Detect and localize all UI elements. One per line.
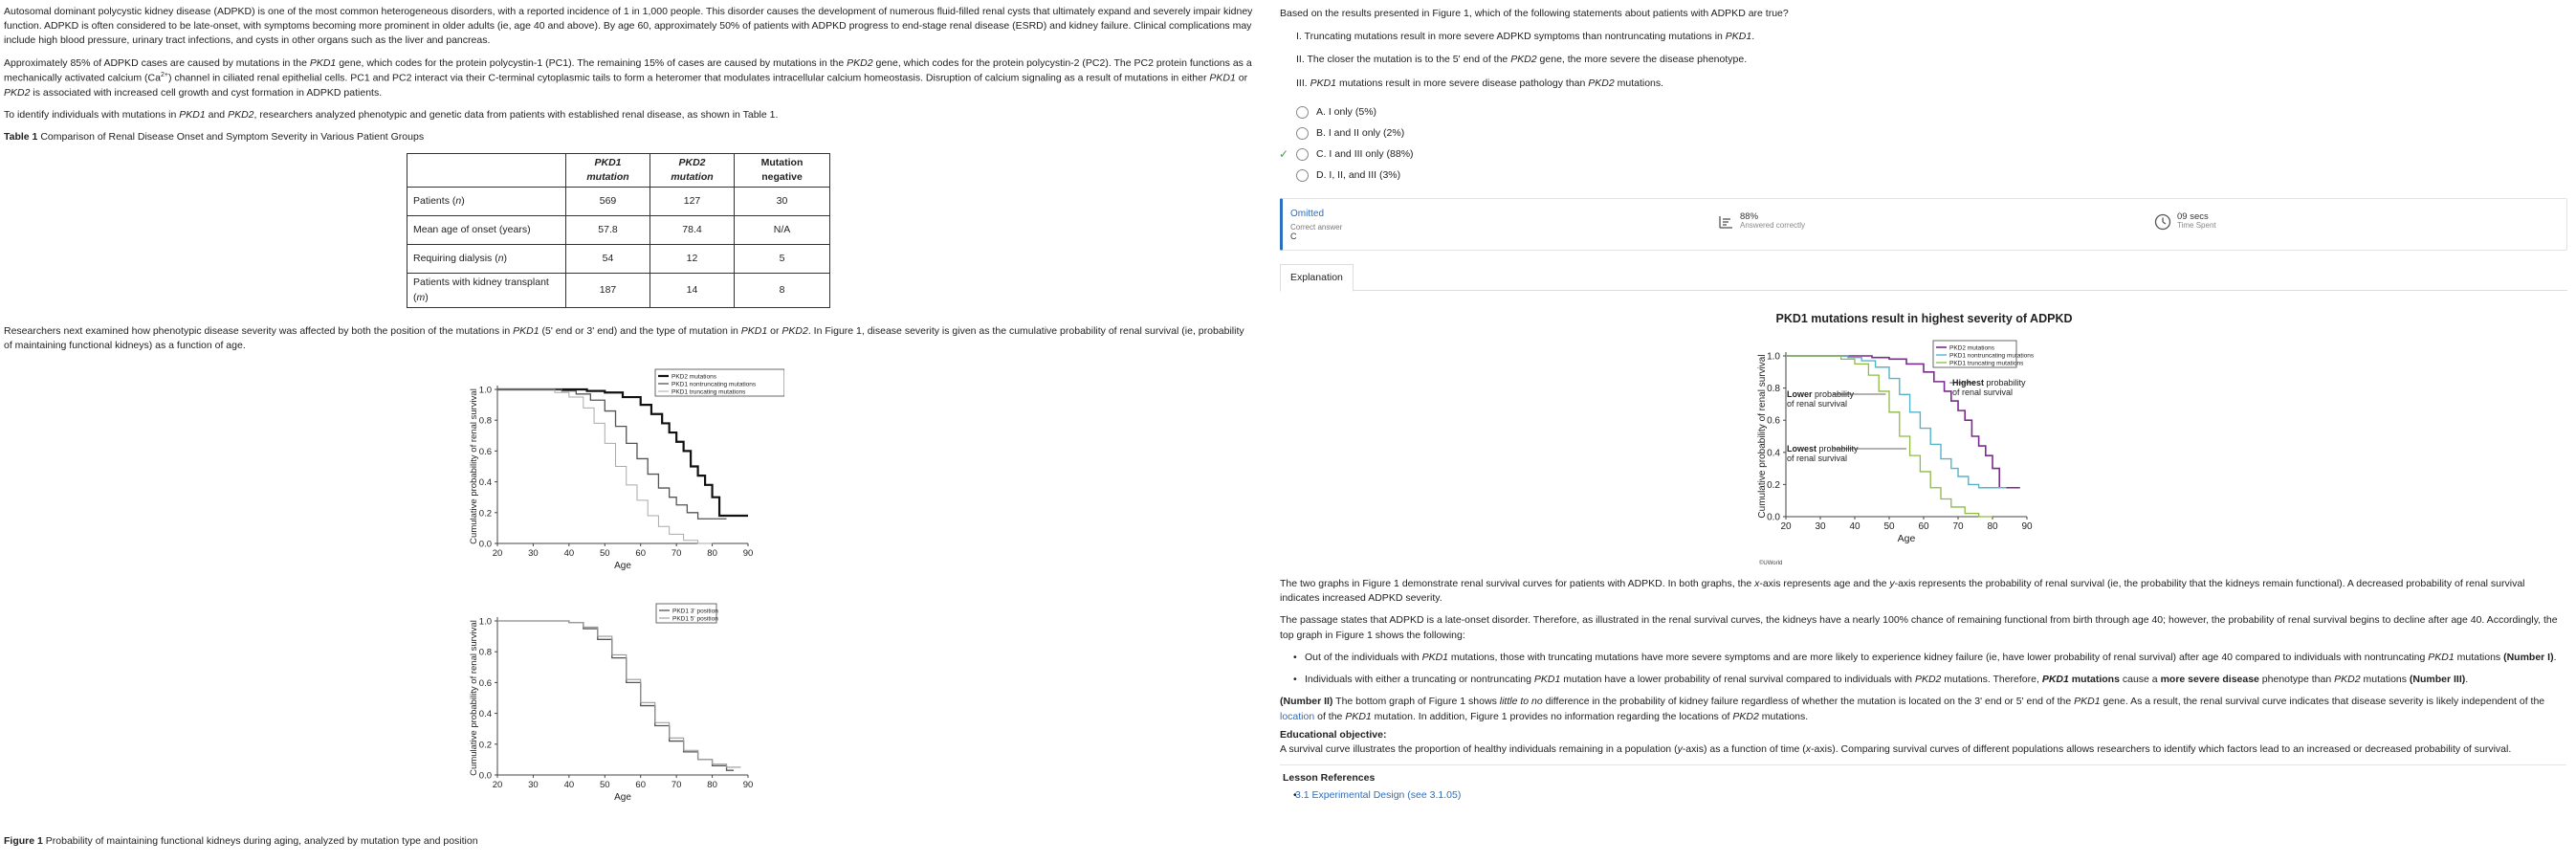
explanation-tab-bar	[1280, 262, 2567, 291]
y-axis-label: Cumulative probability of renal survival	[469, 388, 479, 544]
text: Out of the individuals with	[1305, 651, 1422, 663]
text: Individuals with either a truncating or nontruncating	[1305, 674, 1534, 686]
x-tick-label: 20	[1780, 521, 1792, 532]
radio-icon[interactable]	[1296, 169, 1309, 182]
text: -axis represents age and the	[1759, 578, 1890, 589]
text: mutations result in more severe disease pathology than	[1336, 77, 1589, 89]
series-line	[1786, 356, 2006, 488]
text: ) channel in ciliated renal epithelial cells. PC1 and PC2 interact via their C-terminal cytoplasmic tails to form a heteromer that modulates intracellular calcium homeostasis. Disruption of calcium signaling as a result of mutations in either	[167, 72, 1210, 84]
radio-icon[interactable]	[1296, 127, 1309, 140]
explanation-bullet-1	[1280, 651, 2566, 665]
omitted-label: Omitted	[1290, 209, 1325, 219]
y-tick-label: 0.0	[478, 539, 492, 550]
table-cell: 54	[566, 245, 650, 274]
data-table	[407, 153, 830, 308]
text: .	[2465, 674, 2469, 686]
survival-chart-explanation	[1750, 333, 2037, 572]
text: (5' end or 3' end) and the type of mutation in	[539, 325, 741, 337]
table-row	[407, 188, 830, 216]
table-cell: 569	[566, 188, 650, 216]
objective-label: Educational objective:	[1280, 728, 1387, 741]
bold-text: (Number III)	[2409, 674, 2466, 686]
annotation-label	[1952, 378, 2026, 387]
table-header-empty	[407, 154, 566, 188]
gene-name: PKD2	[1914, 674, 1942, 686]
radio-icon[interactable]	[1296, 106, 1309, 119]
series-line	[497, 389, 727, 519]
answer-choice-c[interactable]	[1280, 144, 2568, 166]
time-value: 09 secs	[2177, 211, 2209, 222]
text: or	[1235, 72, 1248, 84]
text: phenotype than	[2258, 674, 2335, 686]
text: mutation have a lower probability of renal survival compared to individuals with	[1560, 674, 1915, 686]
gene-name: PKD2	[1588, 77, 1615, 89]
x-tick-label: 90	[742, 548, 754, 559]
label-text: )	[425, 291, 429, 303]
reference-link[interactable]: 3.1 Experimental Design (see 3.1.05)	[1295, 789, 1462, 802]
header-text: PKD1 mutation	[586, 157, 629, 184]
bold-text: (Number II)	[1280, 696, 1333, 708]
label-italic: m	[416, 291, 426, 303]
omitted-status	[1290, 208, 1342, 241]
annotation-bold: Highest	[1952, 378, 1985, 387]
label-italic: n	[455, 195, 462, 208]
gene-name: PKD1	[179, 108, 206, 121]
clock-icon	[2154, 213, 2171, 231]
caption-text: Comparison of Renal Disease Onset and Symptom Severity in Various Patient Groups	[37, 131, 425, 144]
text: and	[205, 108, 229, 121]
table-cell: 5	[735, 245, 830, 274]
y-tick-label: 1.0	[478, 385, 492, 396]
axis-name: x	[1805, 742, 1812, 755]
text: mutation. In addition, Figure 1 provides no information regarding the locations of	[1371, 710, 1733, 722]
legend-label: PKD1 truncating mutations	[1949, 360, 2024, 367]
explanation-paragraph-1	[1280, 577, 2566, 606]
result-stats-panel	[1280, 198, 2567, 251]
table-header-pkd2	[650, 154, 735, 188]
x-axis-label: Age	[614, 792, 631, 803]
explanation-chart-title: PKD1 mutations result in highest severity of ADPKD	[1775, 312, 2073, 325]
x-tick-label: 90	[742, 780, 754, 790]
text: mutations.	[1758, 710, 1809, 722]
x-tick-label: 30	[1815, 521, 1826, 532]
gene-name: PKD2	[2334, 674, 2361, 686]
table-row	[407, 245, 830, 274]
label-text: Patients (	[413, 195, 456, 208]
y-axis-label: Cumulative probability of renal survival	[1757, 354, 1768, 519]
caption-label: Figure 1	[4, 835, 43, 847]
text: gene, which codes for the protein polycystin-2 (PC2). The PC2 protein functions as a mechanically activated calcium (Ca	[4, 56, 1252, 84]
table-cell: 12	[650, 245, 735, 274]
text: A survival curve illustrates the proportion of healthy individuals remaining in a population (	[1280, 742, 1678, 755]
label-text: Patients with kidney transplant (	[413, 277, 549, 303]
survival-chart-mutation-type	[459, 364, 784, 593]
y-tick-label: 0.2	[1767, 479, 1780, 491]
table-cell: 57.8	[566, 216, 650, 245]
statement-3	[1296, 77, 2568, 91]
text: III.	[1296, 77, 1310, 89]
series-line	[497, 389, 748, 516]
y-tick-label: 1.0	[478, 616, 492, 628]
label-text: Mean age of onset (years)	[413, 224, 531, 236]
table-cell: 30	[735, 188, 830, 216]
y-tick-label: 0.4	[1767, 448, 1780, 459]
bold-text: (Number I)	[2503, 651, 2554, 663]
row-label	[407, 245, 566, 274]
table-cell: 8	[735, 274, 830, 307]
bold-text: mutations	[2068, 674, 2120, 686]
table-header-row	[407, 154, 830, 188]
axis-name: y	[1677, 742, 1683, 755]
text: . In Figure 1, disease severity is given as the cumulative probability of renal survival (ie, probability of maintaining functional kidneys) as a function of age.	[4, 325, 1244, 352]
legend-label: PKD1 5' position	[672, 615, 718, 623]
x-tick-label: 90	[2021, 521, 2033, 532]
y-tick-label: 0.8	[478, 647, 492, 658]
y-tick-label: 0.8	[478, 415, 492, 427]
x-tick-label: 40	[1849, 521, 1860, 532]
text: The bottom graph of Figure 1 shows	[1332, 696, 1500, 708]
table-cell: 78.4	[650, 216, 735, 245]
gene-name: PKD1	[2428, 651, 2455, 663]
text: is associated with increased cell growth and cyst formation in ADPKD patients.	[30, 86, 383, 99]
checkmark-icon: ✓	[1279, 147, 1289, 162]
caption-text: Probability of maintaining functional kidneys during aging, analyzed by mutation type and position	[42, 835, 478, 847]
x-tick-label: 80	[1987, 521, 1998, 532]
table-cell: 127	[650, 188, 735, 216]
gene-name: PKD1	[1725, 31, 1752, 43]
series-line	[497, 621, 734, 770]
series-line	[497, 389, 713, 543]
y-axis-label: Cumulative probability of renal survival	[469, 620, 479, 776]
choice-label: B. I and II only (2%)	[1316, 127, 1405, 140]
gene-name: PKD1	[740, 325, 768, 337]
explanation-body	[1280, 577, 2566, 811]
time-spent-stat	[2154, 212, 2216, 231]
gene-name: PKD1	[1310, 77, 1337, 89]
y-tick-label: 0.2	[478, 740, 492, 751]
row-label	[407, 188, 566, 216]
table-cell: N/A	[735, 216, 830, 245]
caption-label: Table 1	[4, 131, 38, 144]
x-tick-label: 30	[528, 548, 539, 559]
question-stem: Based on the results presented in Figure 1, which of the following statements about patients with ADPKD are true?	[1280, 8, 1789, 19]
statement-2	[1296, 53, 2568, 67]
text: gene, which codes for the protein polycystin-1 (PC1). The remaining 15% of cases are caused by mutations in the	[336, 56, 848, 69]
x-axis-label: Age	[1897, 533, 1916, 544]
x-tick-label: 20	[492, 780, 503, 790]
y-tick-label: 0.6	[478, 677, 492, 689]
bar-chart-icon	[1717, 213, 1734, 231]
row-label	[407, 274, 566, 307]
axis-name: y	[1889, 578, 1895, 589]
correct-answer-value: C	[1290, 232, 1297, 242]
answer-choice-b[interactable]	[1280, 123, 2568, 144]
table-caption	[4, 130, 1268, 144]
location-link[interactable]: location	[1280, 710, 1315, 722]
annotation-text: probability	[1816, 444, 1859, 454]
explanation-paragraph-3	[1280, 695, 2566, 723]
series-line	[1786, 356, 2020, 488]
explanation-paragraph-2: The passage states that ADPKD is a late-onset disorder. Therefore, as illustrated in the renal survival curves, the kidneys have a nearly 100% chance of remaining functional from birth through age 40; however, the probability of renal survival begins to decline after age 40. Accordingly, the top graph in Figure 1 shows the following:	[1280, 614, 2558, 641]
y-tick-label: 0.0	[478, 770, 492, 782]
x-tick-label: 60	[635, 780, 647, 790]
text: mutations.	[1614, 77, 1664, 89]
passage-paragraph-3	[4, 108, 1268, 122]
text: .	[2553, 651, 2557, 663]
percent-correct-stat	[1717, 212, 1805, 231]
label-text: )	[503, 253, 508, 265]
gene-name: PKD2	[4, 86, 31, 99]
text: or	[767, 325, 782, 337]
y-tick-label: 0.6	[1767, 415, 1780, 427]
text: -axis). Comparing survival curves of different populations allows researchers to identify which factors lead to an increased or decreased probability of survival.	[1811, 742, 2512, 755]
annotation-text: probability	[1984, 378, 2026, 387]
explanation-bullet-2	[1280, 673, 2566, 687]
table-header-pkd1	[566, 154, 650, 188]
gene-name: PKD2	[1732, 710, 1759, 722]
legend-label: PKD1 truncating mutations	[672, 388, 746, 396]
gene-name: PKD1	[309, 56, 337, 69]
radio-icon[interactable]	[1296, 148, 1309, 161]
x-tick-label: 70	[671, 548, 682, 559]
choice-label: D. I, II, and III (3%)	[1316, 169, 1401, 182]
text: -axis represents the probability of renal survival (ie, the probability that the kidneys remain functional). A decreased probability of renal survival indicates increased ADPKD severity.	[1280, 578, 2525, 605]
gene-name: PKD1	[1533, 674, 1561, 686]
annotation-label-line2: of renal survival	[1787, 399, 1848, 409]
choice-label: A. I only (5%)	[1316, 106, 1377, 119]
text: mutations	[2454, 651, 2504, 663]
question-pane	[1272, 0, 2576, 863]
gene-name: PKD1	[1209, 72, 1236, 84]
x-tick-label: 80	[707, 780, 717, 790]
gene-name: PKD2	[228, 108, 254, 121]
text: mutations. Therefore,	[1941, 674, 2042, 686]
x-tick-label: 50	[599, 548, 610, 559]
annotation-bold: Lower	[1787, 389, 1813, 399]
table-cell: 14	[650, 274, 735, 307]
text: gene. As a result, the renal survival curve indicates that disease severity is likely independent of the	[2100, 696, 2545, 708]
y-tick-label: 0.0	[1767, 512, 1780, 523]
row-label	[407, 216, 566, 245]
percent-value: 88%	[1740, 211, 1759, 222]
text: To identify individuals with mutations in	[4, 108, 180, 121]
survival-chart-mutation-position	[459, 595, 784, 825]
text: -axis) as a function of time (	[1682, 742, 1806, 755]
references-label: Lesson References	[1283, 772, 1376, 785]
y-tick-label: 0.4	[478, 477, 492, 489]
x-tick-label: 70	[1952, 521, 1964, 532]
passage-paragraph-1: Autosomal dominant polycystic kidney disease (ADPKD) is one of the most common heterogeneous disorders, with a reported incidence of 1 in 1,000 people. This disorder causes the development of numerous fluid-filled renal cysts that ultimately expand and severely impair kidney function. ADPKD is often considered to be late-onset, with symptoms becoming more prominent in older adults (ie, age 40 and above). By age 60, approximately 50% of patients with ADPKD progress to end-stage renal disease (ESRD) and kidney failure. Clinical complications may include high blood pressure, urinary tract infections, and cysts in other organs such as the liver and pancreas.	[4, 6, 1253, 47]
passage-paragraph-2	[4, 56, 1268, 100]
superscript: 2+	[160, 71, 168, 78]
y-tick-label: 1.0	[1767, 351, 1780, 363]
percent-label: Answered correctly	[1740, 221, 1806, 231]
correct-answer-label: Correct answer	[1290, 222, 1343, 232]
label-italic: n	[497, 253, 504, 265]
text: gene, the more severe the disease phenotype.	[1536, 54, 1748, 66]
x-tick-label: 60	[635, 548, 647, 559]
bold-text: more severe disease	[2160, 674, 2259, 686]
legend-label: PKD1 nontruncating mutations	[1949, 352, 2035, 360]
x-tick-label: 20	[492, 548, 503, 559]
gene-name: PKD2	[847, 56, 873, 69]
gene-name: PKD1	[1421, 651, 1449, 663]
time-label: Time Spent	[2177, 221, 2216, 231]
text: mutations	[2360, 674, 2410, 686]
y-tick-label: 0.4	[478, 709, 492, 720]
annotation-bold: Lowest	[1787, 444, 1817, 454]
table-header-negative: Mutation negative	[735, 154, 830, 188]
gene-name: PKD1	[513, 325, 539, 337]
text: Approximately 85% of ADPKD cases are caused by mutations in the	[4, 56, 310, 69]
text: difference in the probability of kidney failure regardless of whether the mutation is located on the 3' end or 5' end of the	[1542, 696, 2075, 708]
text: mutations, those with truncating mutations have more severe symptoms and are more likely to experience kidney failure (ie, have lower probability of renal survival) after age 40 compared to individuals with nontruncating	[1448, 651, 2429, 663]
legend-label: PKD1 3' position	[672, 608, 718, 615]
text: .	[1751, 31, 1755, 43]
annotation-label-line2: of renal survival	[1952, 387, 2014, 397]
label-text: )	[461, 195, 465, 208]
table-cell: 187	[566, 274, 650, 307]
gene-name: PKD1	[1345, 710, 1372, 722]
x-tick-label: 60	[1918, 521, 1929, 532]
label-text: Requiring dialysis (	[413, 253, 498, 265]
answer-choice-d[interactable]	[1280, 166, 2568, 187]
legend-label: PKD2 mutations	[1949, 344, 1994, 352]
text: cause a	[2119, 674, 2161, 686]
text: , researchers analyzed phenotypic and genetic data from patients with established renal disease, as shown in Table 1.	[253, 108, 779, 121]
y-tick-label: 0.6	[478, 446, 492, 457]
objective-text	[1280, 742, 2566, 757]
x-tick-label: 40	[563, 780, 575, 790]
annotation-label	[1787, 389, 1855, 399]
statement-1	[1296, 30, 2568, 44]
italic-text: little to no	[1499, 696, 1543, 708]
lesson-references	[1280, 764, 2566, 803]
figure-caption	[4, 834, 478, 849]
answer-choice-a[interactable]	[1280, 102, 2568, 123]
reference-item	[1280, 788, 2566, 803]
axis-name: x	[1754, 578, 1760, 589]
text: The two graphs in Figure 1 demonstrate renal survival curves for patients with ADPKD. In both graphs, the	[1280, 578, 1755, 589]
copyright-credit: ©UWorld	[1759, 561, 1783, 566]
x-tick-label: 50	[1883, 521, 1895, 532]
gene-name: PKD2	[1510, 54, 1537, 66]
legend-label: PKD1 nontruncating mutations	[672, 381, 757, 388]
header-text: PKD2 mutation	[671, 157, 714, 184]
x-tick-label: 30	[528, 780, 539, 790]
x-tick-label: 50	[599, 780, 610, 790]
x-axis-label: Age	[614, 561, 631, 571]
text: Researchers next examined how phenotypic disease severity was affected by both the position of the mutations in	[4, 325, 514, 337]
x-tick-label: 40	[563, 548, 575, 559]
series-line	[497, 621, 741, 767]
gene-name: PKD1	[2074, 696, 2101, 708]
annotation-label-line2: of renal survival	[1787, 454, 1848, 463]
passage-paragraph-4	[4, 324, 1247, 353]
gene-name: PKD1	[2041, 674, 2069, 686]
text: of the	[1314, 710, 1346, 722]
table-row	[407, 216, 830, 245]
text: II. The closer the mutation is to the 5' end of the	[1296, 54, 1511, 66]
passage-pane	[0, 0, 1272, 863]
gene-name: PKD2	[782, 325, 808, 337]
answer-choices	[1280, 102, 2568, 187]
table-row	[407, 274, 830, 307]
y-tick-label: 0.8	[1767, 384, 1780, 395]
x-tick-label: 70	[671, 780, 682, 790]
tab-explanation[interactable]: Explanation	[1280, 264, 1354, 292]
legend-label: PKD2 mutations	[672, 373, 716, 381]
choice-label: C. I and III only (88%)	[1316, 148, 1414, 161]
annotation-text: probability	[1812, 389, 1855, 399]
text: I. Truncating mutations result in more severe ADPKD symptoms than nontruncating mutations in	[1296, 31, 1726, 43]
x-tick-label: 80	[707, 548, 717, 559]
annotation-label	[1787, 444, 1859, 454]
y-tick-label: 0.2	[478, 508, 492, 520]
